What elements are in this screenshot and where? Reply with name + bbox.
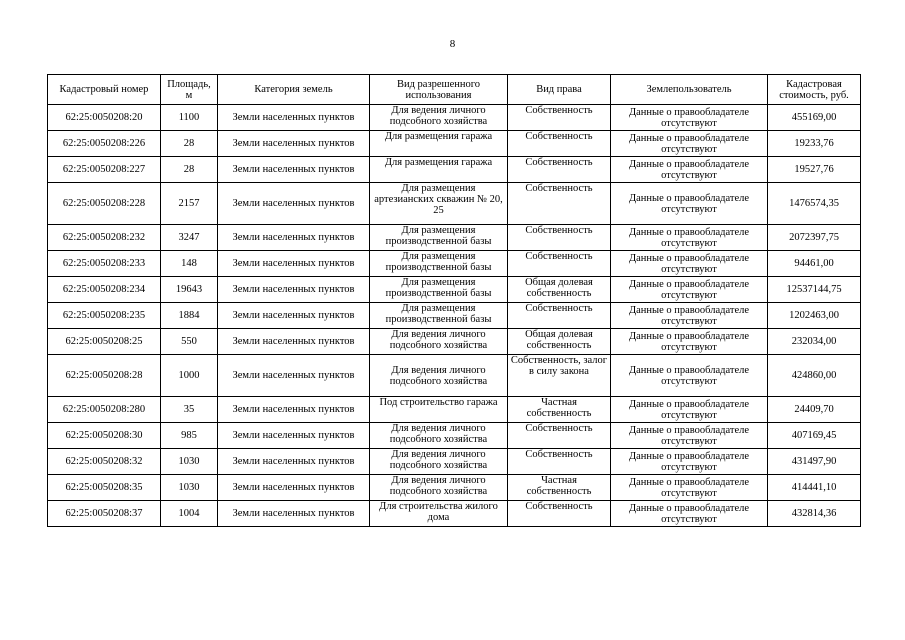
cadastral-number-cell: 62:25:0050208:25 [48,329,161,355]
area-cell: 1004 [161,501,218,527]
right-type-cell: Собственность [508,105,611,131]
land-user-cell: Данные о правообладателе отсутствуют [611,225,768,251]
permitted-use-cell: Для ведения личного подсобного хозяйства [370,423,508,449]
right-type-cell: Собственность, залог в силу закона [508,355,611,397]
permitted-use-cell: Для ведения личного подсобного хозяйства [370,475,508,501]
table-row [48,225,861,251]
area-cell: 985 [161,423,218,449]
right-type-cell: Частная собственность [508,397,611,423]
land-user-cell: Данные о правообладателе отсутствуют [611,449,768,475]
table-row [48,303,861,329]
cadastral-number-cell: 62:25:0050208:233 [48,251,161,277]
cadastral-value-cell: 12537144,75 [768,277,861,303]
land-category-cell: Земли населенных пунктов [218,423,370,449]
land-user-cell: Данные о правообладателе отсутствуют [611,157,768,183]
area-cell: 1884 [161,303,218,329]
cadastral-value-cell: 232034,00 [768,329,861,355]
cadastral-value-cell: 414441,10 [768,475,861,501]
land-category-cell: Земли населенных пунктов [218,475,370,501]
permitted-use-cell: Для ведения личного подсобного хозяйства [370,449,508,475]
right-type-cell: Частная собственность [508,475,611,501]
cadastral-value-cell: 431497,90 [768,449,861,475]
cadastral-value-cell: 94461,00 [768,251,861,277]
land-category-cell: Земли населенных пунктов [218,501,370,527]
permitted-use-cell: Для строительства жилого дома [370,501,508,527]
header-cadastral-value: Кадастровая стоимость, руб. [768,75,861,105]
header-land-user: Землепользователь [611,75,768,105]
right-type-cell: Общая долевая собственность [508,277,611,303]
table-row [48,397,861,423]
land-category-cell: Земли населенных пунктов [218,397,370,423]
permitted-use-cell: Для ведения личного подсобного хозяйства [370,105,508,131]
cadastral-value-cell: 19233,76 [768,131,861,157]
permitted-use-cell: Для размещения артезианских скважин № 20, 25 [370,183,508,225]
page-number: 8 [449,38,456,50]
permitted-use-cell: Для размещения гаража [370,131,508,157]
right-type-cell: Собственность [508,501,611,527]
cadastral-value-cell: 24409,70 [768,397,861,423]
right-type-cell: Собственность [508,449,611,475]
land-user-cell: Данные о правообладателе отсутствуют [611,423,768,449]
cadastral-number-cell: 62:25:0050208:232 [48,225,161,251]
header-land-category: Категория земель [218,75,370,105]
cadastral-value-cell: 1202463,00 [768,303,861,329]
table-header [48,75,861,105]
table-row [48,501,861,527]
land-category-cell: Земли населенных пунктов [218,183,370,225]
header-cadastral-number: Кадастровый номер [48,75,161,105]
cadastral-number-cell: 62:25:0050208:35 [48,475,161,501]
area-cell: 1100 [161,105,218,131]
permitted-use-cell: Под строительство гаража [370,397,508,423]
cadastral-value-cell: 1476574,35 [768,183,861,225]
land-category-cell: Земли населенных пунктов [218,355,370,397]
cadastral-value-cell: 19527,76 [768,157,861,183]
permitted-use-cell: Для размещения гаража [370,157,508,183]
right-type-cell: Собственность [508,183,611,225]
land-category-cell: Земли населенных пунктов [218,303,370,329]
permitted-use-cell: Для размещения производственной базы [370,225,508,251]
area-cell: 28 [161,131,218,157]
area-cell: 19643 [161,277,218,303]
area-cell: 2157 [161,183,218,225]
land-category-cell: Земли населенных пунктов [218,131,370,157]
header-area: Площадь, м [161,75,218,105]
cadastral-number-cell: 62:25:0050208:228 [48,183,161,225]
cadastral-number-cell: 62:25:0050208:280 [48,397,161,423]
area-cell: 148 [161,251,218,277]
land-user-cell: Данные о правообладателе отсутствуют [611,329,768,355]
permitted-use-cell: Для размещения производственной базы [370,251,508,277]
land-user-cell: Данные о правообладателе отсутствуют [611,183,768,225]
land-user-cell: Данные о правообладателе отсутствуют [611,251,768,277]
table-row [48,475,861,501]
table-row [48,251,861,277]
table-body [48,105,861,527]
header-row [48,75,861,105]
cadastral-number-cell: 62:25:0050208:226 [48,131,161,157]
table-row [48,355,861,397]
cadastral-number-cell: 62:25:0050208:227 [48,157,161,183]
cadastral-table [47,74,861,527]
cadastral-number-cell: 62:25:0050208:28 [48,355,161,397]
area-cell: 28 [161,157,218,183]
table-row [48,131,861,157]
land-user-cell: Данные о правообладателе отсутствуют [611,277,768,303]
permitted-use-cell: Для ведения личного подсобного хозяйства [370,329,508,355]
land-category-cell: Земли населенных пунктов [218,329,370,355]
permitted-use-cell: Для размещения производственной базы [370,303,508,329]
area-cell: 1030 [161,449,218,475]
land-category-cell: Земли населенных пунктов [218,277,370,303]
cadastral-number-cell: 62:25:0050208:37 [48,501,161,527]
cadastral-value-cell: 407169,45 [768,423,861,449]
land-user-cell: Данные о правообладателе отсутствуют [611,303,768,329]
table-row [48,449,861,475]
right-type-cell: Собственность [508,157,611,183]
cadastral-value-cell: 455169,00 [768,105,861,131]
table-row [48,329,861,355]
right-type-cell: Общая долевая собственность [508,329,611,355]
land-user-cell: Данные о правообладателе отсутствуют [611,131,768,157]
right-type-cell: Собственность [508,225,611,251]
area-cell: 1000 [161,355,218,397]
area-cell: 35 [161,397,218,423]
land-user-cell: Данные о правообладателе отсутствуют [611,501,768,527]
right-type-cell: Собственность [508,303,611,329]
cadastral-value-cell: 424860,00 [768,355,861,397]
land-category-cell: Земли населенных пунктов [218,105,370,131]
land-category-cell: Земли населенных пунктов [218,251,370,277]
cadastral-number-cell: 62:25:0050208:235 [48,303,161,329]
cadastral-value-cell: 432814,36 [768,501,861,527]
table-row [48,157,861,183]
right-type-cell: Собственность [508,251,611,277]
cadastral-value-cell: 2072397,75 [768,225,861,251]
land-category-cell: Земли населенных пунктов [218,157,370,183]
land-user-cell: Данные о правообладателе отсутствуют [611,105,768,131]
permitted-use-cell: Для размещения производственной базы [370,277,508,303]
table-row [48,423,861,449]
land-user-cell: Данные о правообладателе отсутствуют [611,355,768,397]
land-category-cell: Земли населенных пунктов [218,449,370,475]
table-row [48,277,861,303]
header-right-type: Вид права [508,75,611,105]
cadastral-number-cell: 62:25:0050208:234 [48,277,161,303]
table-row [48,183,861,225]
header-permitted-use: Вид разрешенного использования [370,75,508,105]
cadastral-number-cell: 62:25:0050208:20 [48,105,161,131]
cadastral-number-cell: 62:25:0050208:32 [48,449,161,475]
right-type-cell: Собственность [508,131,611,157]
area-cell: 1030 [161,475,218,501]
permitted-use-cell: Для ведения личного подсобного хозяйства [370,355,508,397]
area-cell: 550 [161,329,218,355]
land-user-cell: Данные о правообладателе отсутствуют [611,397,768,423]
right-type-cell: Собственность [508,423,611,449]
land-user-cell: Данные о правообладателе отсутствуют [611,475,768,501]
cadastral-number-cell: 62:25:0050208:30 [48,423,161,449]
land-category-cell: Земли населенных пунктов [218,225,370,251]
area-cell: 3247 [161,225,218,251]
table-row [48,105,861,131]
